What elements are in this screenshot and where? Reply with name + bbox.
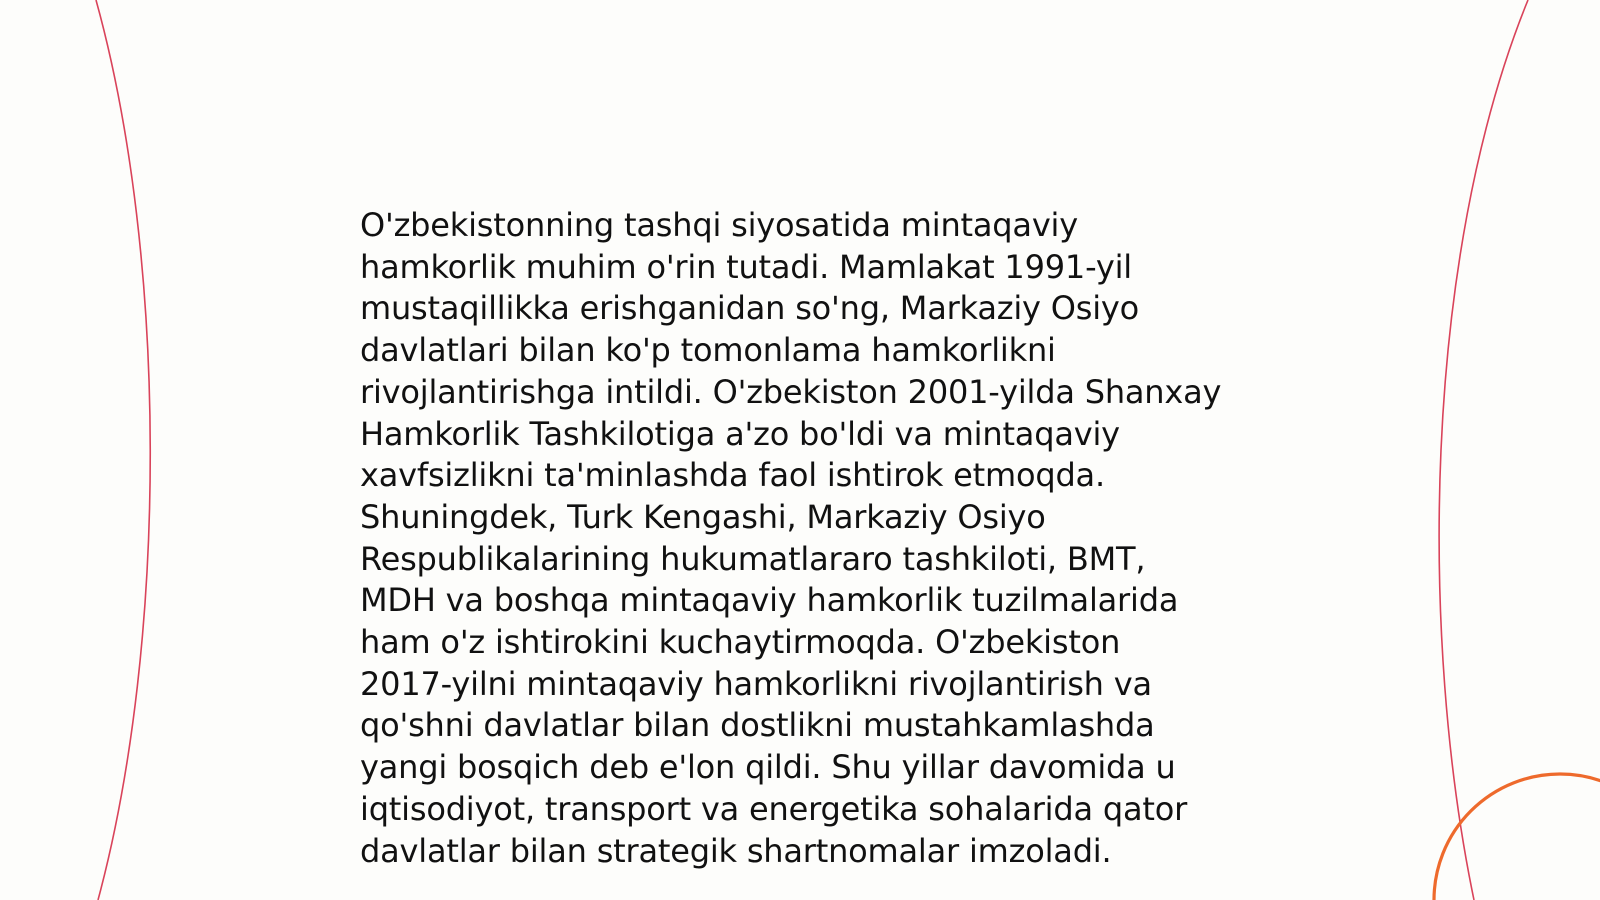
paragraph-line: mustaqillikka erishganidan so'ng, Markaziy Osiyo [360, 289, 1139, 328]
paragraph-line: davlatlar bilan strategik shartnomalar imzoladi. [360, 831, 1112, 870]
paragraph-line: Respublikalarining hukumatlararo tashkiloti, BMT, [360, 539, 1146, 578]
paragraph-line: qo'shni davlatlar bilan dostlikni mustahkamlashda [360, 706, 1155, 745]
paragraph-line: iqtisodiyot, transport va energetika sohalarida qator [360, 789, 1188, 828]
paragraph-line: xavfsizlikni ta'minlashda faol ishtirok etmoqda. [360, 456, 1105, 495]
main-paragraph [360, 205, 1260, 872]
orange-circle-arc [1434, 774, 1600, 900]
paragraph-line: yangi bosqich deb e'lon qildi. Shu yillar davomida u [360, 748, 1176, 787]
paragraph-line: 2017-yilni mintaqaviy hamkorlikni rivojlantirish va [360, 664, 1152, 703]
paragraph-line: hamkorlik muhim o'rin tutadi. Mamlakat 1991-yil [360, 247, 1132, 286]
paragraph-line: Hamkorlik Tashkilotiga a'zo bo'ldi va mintaqaviy [360, 414, 1120, 453]
paragraph-line: Shuningdek, Turk Kengashi, Markaziy Osiyo [360, 497, 1046, 536]
right-red-curve [1439, 0, 1528, 900]
paragraph-line: ham o'z ishtirokini kuchaytirmoqda. O'zbekiston [360, 623, 1121, 662]
paragraph-line: O'zbekistonning tashqi siyosatida mintaqaviy [360, 206, 1078, 244]
paragraph-line: rivojlantirishga intildi. O'zbekiston 2001-yilda Shanxay [360, 372, 1222, 411]
paragraph-line: davlatlari bilan ko'p tomonlama hamkorlikni [360, 331, 1056, 370]
left-red-curve [96, 0, 150, 900]
paragraph-line: MDH va boshqa mintaqaviy hamkorlik tuzilmalarida [360, 581, 1179, 620]
